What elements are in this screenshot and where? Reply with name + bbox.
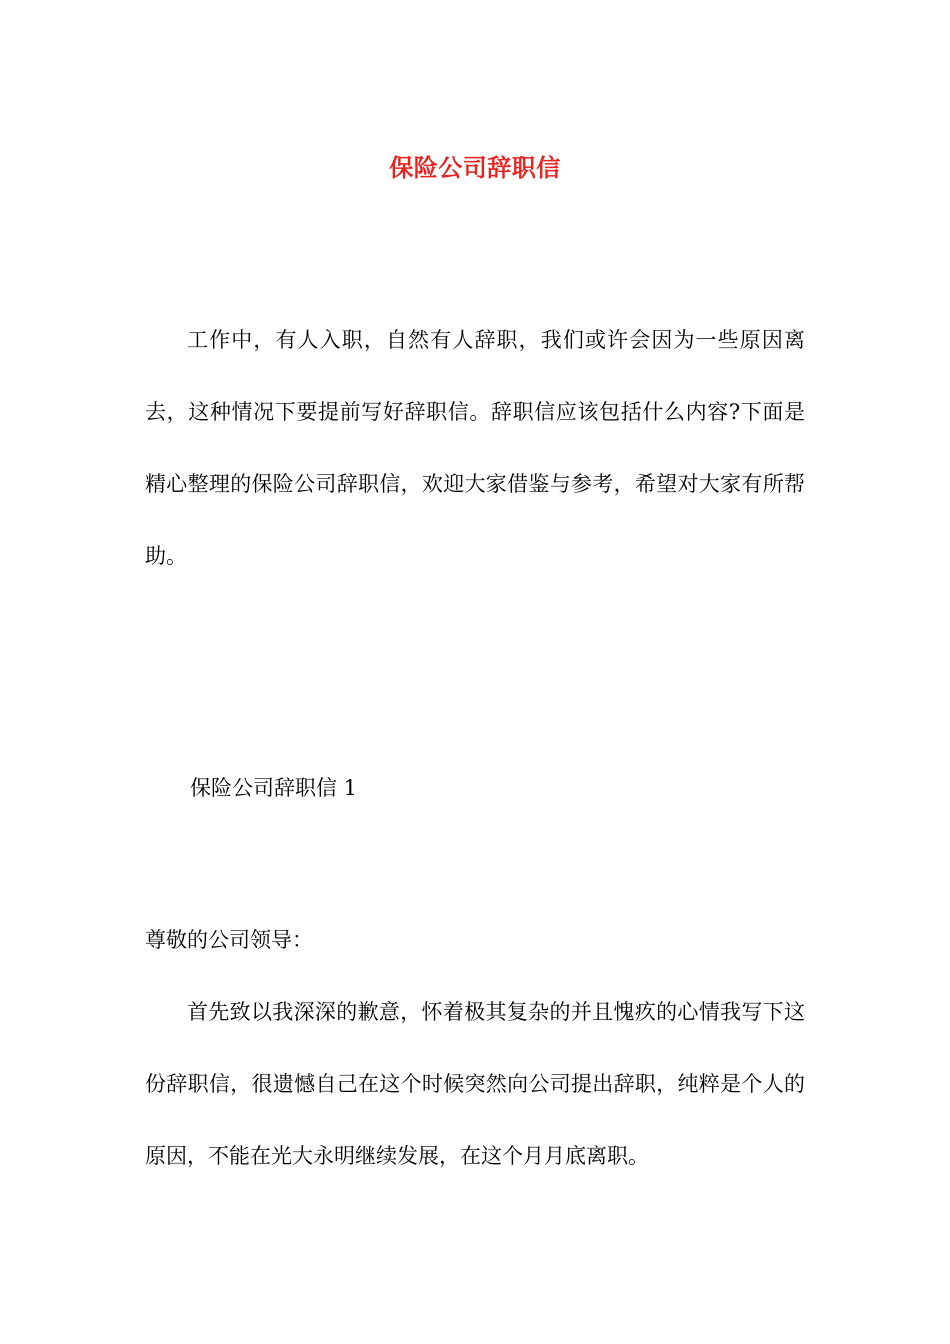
- document-title: 保险公司辞职信: [389, 153, 561, 183]
- salutation: 尊敬的公司领导：: [145, 928, 313, 952]
- intro-paragraph: 工作中，有人入职，自然有人辞职，我们或许会因为一些原因离去，这种情况下要提前写好辞职信。辞职信应该包括什么内容?下面是精心整理的保险公司辞职信，欢迎大家借鉴与参考，希望对大家有所帮助。: [145, 328, 805, 568]
- body-paragraph: 首先致以我深深的歉意，怀着极其复杂的并且愧疚的心情我写下这份辞职信，很遗憾自己在这个时候突然向公司提出辞职，纯粹是个人的原因，不能在光大永明继续发展，在这个月月底离职。: [145, 1000, 805, 1168]
- section-heading: 保险公司辞职信 1: [190, 776, 358, 800]
